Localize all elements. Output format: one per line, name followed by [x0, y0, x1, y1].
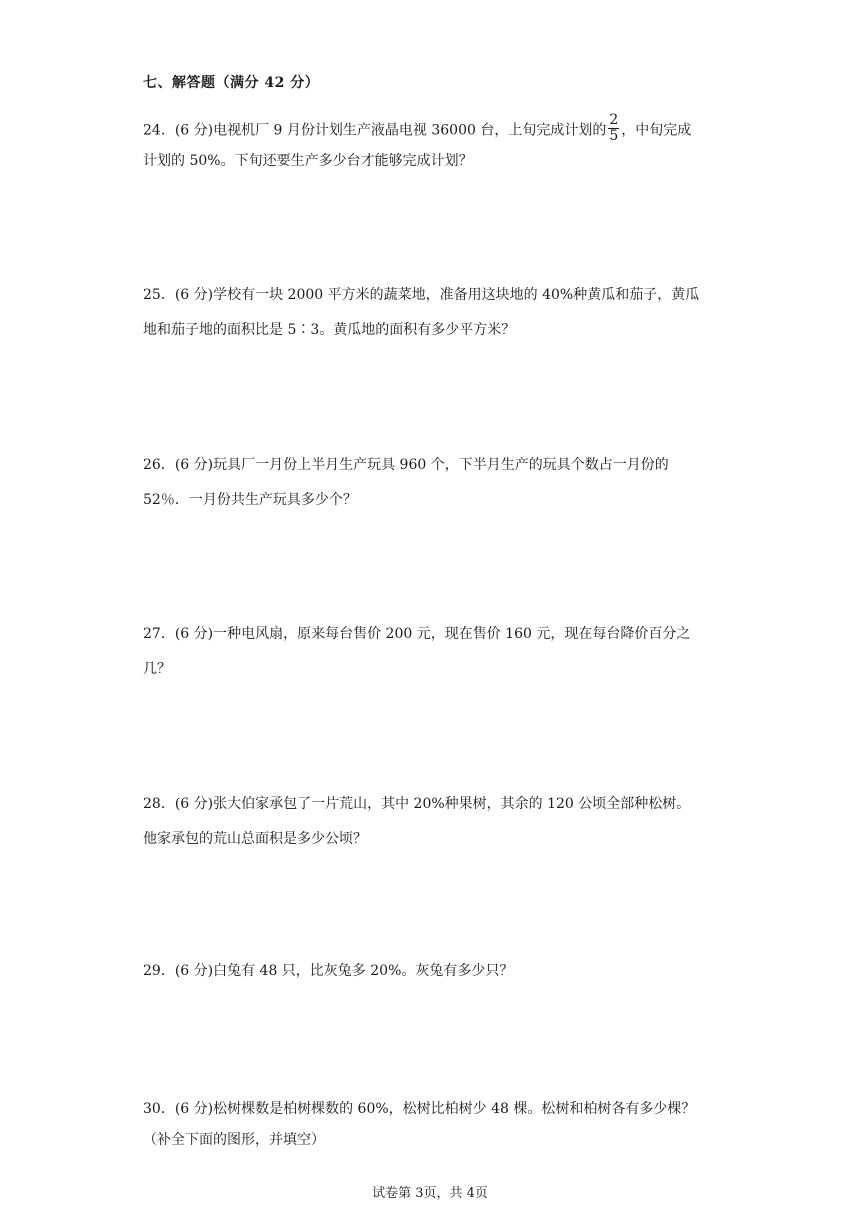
question-30	[143, 1102, 723, 1152]
question-28-line-2: 他家承包的荒山总面积是多少公顷？	[143, 831, 367, 847]
question-30-line-2: （补全下面的图形，并填空）	[143, 1132, 325, 1148]
question-26-line-1: 26．(6 分)玩具厂一月份上半月生产玩具 960 个，下半月生产的玩具个数占一月份的	[143, 457, 669, 473]
question-25-line-1: 25．(6 分)学校有一块 2000 平方米的蔬菜地，准备用这块地的 40%种黄瓜和茄子，黄瓜	[143, 287, 700, 303]
question-27-line-1: 27．(6 分)一种电风扇，原来每台售价 200 元，现在售价 160 元，现在每台降价百分之	[143, 626, 691, 642]
page-footer: 试卷第 3页，共 4页	[372, 1186, 488, 1201]
fraction-denominator: 5	[609, 128, 619, 144]
question-24-line-2: 计划的 50%。下旬还要生产多少台才能够完成计划？	[143, 153, 473, 169]
question-24-line-1	[143, 112, 692, 146]
question-28	[143, 797, 723, 847]
question-24-text-after-fraction: ，中旬完成	[621, 122, 692, 139]
question-29	[143, 964, 723, 984]
question-26	[143, 458, 723, 508]
question-27-line-2: 几？	[143, 661, 171, 677]
question-25-line-2: 地和茄子地的面积比是 5∶3。黄瓜地的面积有多少平方米？	[143, 322, 516, 338]
fraction-numerator: 2	[609, 112, 619, 128]
question-25	[143, 288, 723, 338]
section-title: 七、解答题（满分 42 分）	[143, 75, 320, 91]
question-26-line-2: 52％．一月份共生产玩具多少个？	[143, 492, 357, 508]
question-24	[143, 110, 723, 170]
question-28-line-1: 28．(6 分)张大伯家承包了一片荒山，其中 20%种果树，其余的 120 公顷全部种松树。	[143, 796, 691, 812]
question-27	[143, 627, 723, 677]
fraction-two-fifths	[608, 113, 619, 144]
question-29-line-1: 29．(6 分)白兔有 48 只，比灰兔多 20%。灰兔有多少只？	[143, 963, 514, 979]
question-30-line-1: 30．(6 分)松树棵数是柏树棵数的 60%，松树比柏树少 48 棵。松树和柏树各有多少棵？	[143, 1101, 696, 1117]
question-24-text-before-fraction: 24．(6 分)电视机厂 9 月份计划生产液晶电视 36000 台，上旬完成计划的	[143, 122, 607, 139]
